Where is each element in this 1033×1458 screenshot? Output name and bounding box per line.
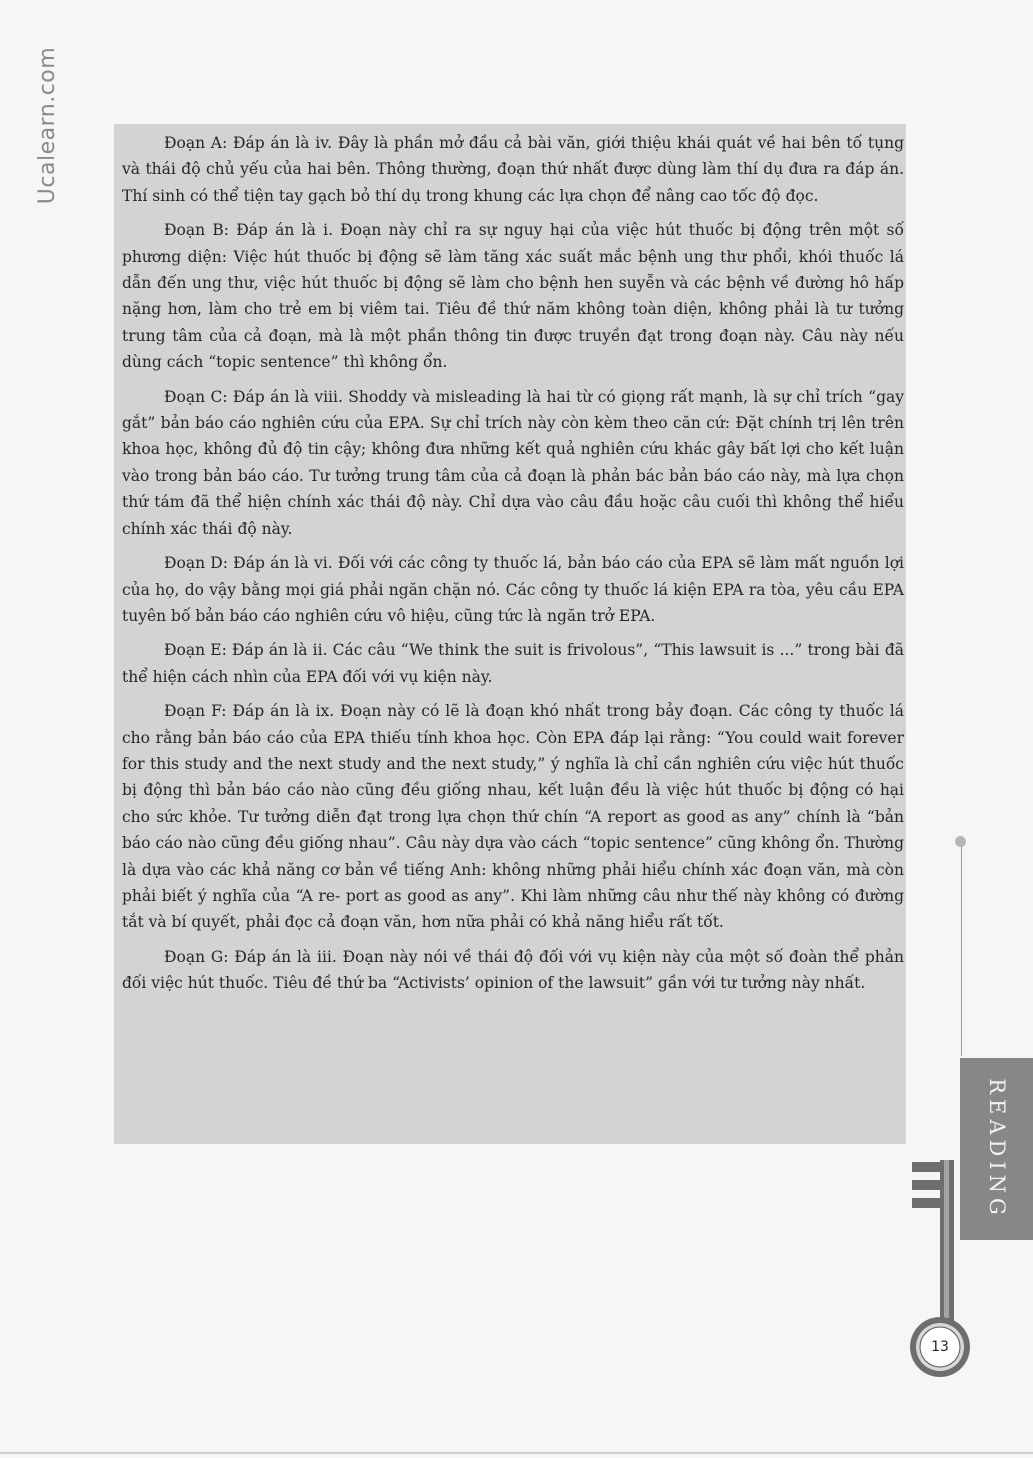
answer-explanations-box	[114, 124, 906, 1144]
page-number: 13	[931, 1339, 949, 1355]
watermark-text: Ucalearn.com	[35, 46, 61, 204]
bottom-rule	[0, 1452, 1033, 1454]
paragraph-e: Đoạn E: Đáp án là ii. Các câu “We think the suit is frivolous”, “This lawsuit is ...” trong bài đã thể hiện cách nhìn của EPA đối với vụ kiện này.	[122, 641, 904, 686]
section-tab	[960, 1058, 1033, 1240]
decorative-line	[961, 846, 962, 1056]
paragraph-b: Đoạn B: Đáp án là i. Đoạn này chỉ ra sự nguy hại của việc hút thuốc bị động trên một số phương diện: Việc hút thuốc bị động sẽ làm tăng xác suất mắc bệnh ung thư phổi, khói thuốc lá dẫn đến ung thư, việc hút thuốc bị động sẽ làm cho bệnh hen suyễn và các bệnh về đường hô hấp nặng hơn, làm cho trẻ em bị viêm tai. Tiêu đề thứ năm không toàn diện, không phải là tư tưởng trung tâm của cả đoạn, mà là một phần thông tin được truyền đạt trong đoạn này. Câu này nếu dùng cách “topic sentence” thì không ổn.	[122, 221, 904, 372]
paragraph-c: Đoạn C: Đáp án là viii. Shoddy và misleading là hai từ có giọng rất mạnh, là sự chỉ trích “gay gắt” bản báo cáo nghiên cứu của EPA. Sự chỉ trích này còn kèm theo căn cứ: Đặt chính trị lên trên khoa học, không đủ độ tin cậy; không đưa những kết quả nghiên cứu khác gây bất lợi cho kết luận vào trong bản báo cáo. Tư tưởng trung tâm của cả đoạn là phản bác bản báo cáo này, mà lựa chọn thứ tám đã thể hiện chính xác thái độ này. Chỉ dựa vào câu đầu hoặc câu cuối thì không thể hiểu chính xác thái độ này.	[122, 387, 904, 538]
paragraph-f: Đoạn F: Đáp án là ix. Đoạn này có lẽ là đoạn khó nhất trong bảy đoạn. Các công ty thuốc lá cho rằng bản báo cáo của EPA thiếu tính khoa học. Còn EPA đáp lại rằng: “You could wait forever for this study and the next study and the next study,” ý nghĩa là chỉ cần nghiên cứu việc hút thuốc bị động thì bản báo cáo nào cũng đều giống nhau, kết luận đều là việc hút thuốc bị động có hại cho sức khỏe. Tư tưởng diễn đạt trong lựa chọn thứ chín “A report as good as any” chính là “bản báo cáo nào cũng đều giống nhau”. Câu này dựa vào cách “topic sentence” cũng không ổn. Thường là dựa vào các khả năng cơ bản về tiếng Anh: không những phải hiểu chính xác đoạn văn, mà còn phải biết ý nghĩa của “A re- port as good as any”. Khi làm những câu như thế này không có đường tắt và bí quyết, phải đọc cả đoạn văn, hơn nữa phải có khả năng hiểu rất tốt.	[122, 702, 904, 932]
watermark	[26, 40, 70, 210]
paragraph-g: Đoạn G: Đáp án là iii. Đoạn này nói về thái độ đối với vụ kiện này của một số đoàn thể phản đối việc hút thuốc. Tiêu đề thứ ba “Activists’ opinion of the lawsuit” gần với tư tưởng này nhất.	[122, 947, 904, 993]
paragraph-d: Đoạn D: Đáp án là vi. Đối với các công ty thuốc lá, bản báo cáo của EPA sẽ làm mất nguồn lợi của họ, do vậy bằng mọi giá phải ngăn chặn nó. Các công ty thuốc lá kiện EPA ra tòa, yêu cầu EPA tuyên bố bản báo cáo nghiên cứu vô hiệu, cũng tức là ngăn trở EPA.	[122, 554, 904, 625]
paragraph-a: Đoạn A: Đáp án là iv. Đây là phần mở đầu cả bài văn, giới thiệu khái quát về hai bên tố tụng và thái độ chủ yếu của hai bên. Thông thường, đoạn thứ nhất được dùng làm thí dụ đưa ra đáp án. Thí sinh có thể tiện tay gạch bỏ thí dụ trong khung các lựa chọn để nâng cao tốc độ đọc.	[122, 134, 904, 205]
section-tab-label: READING	[984, 1078, 1009, 1220]
